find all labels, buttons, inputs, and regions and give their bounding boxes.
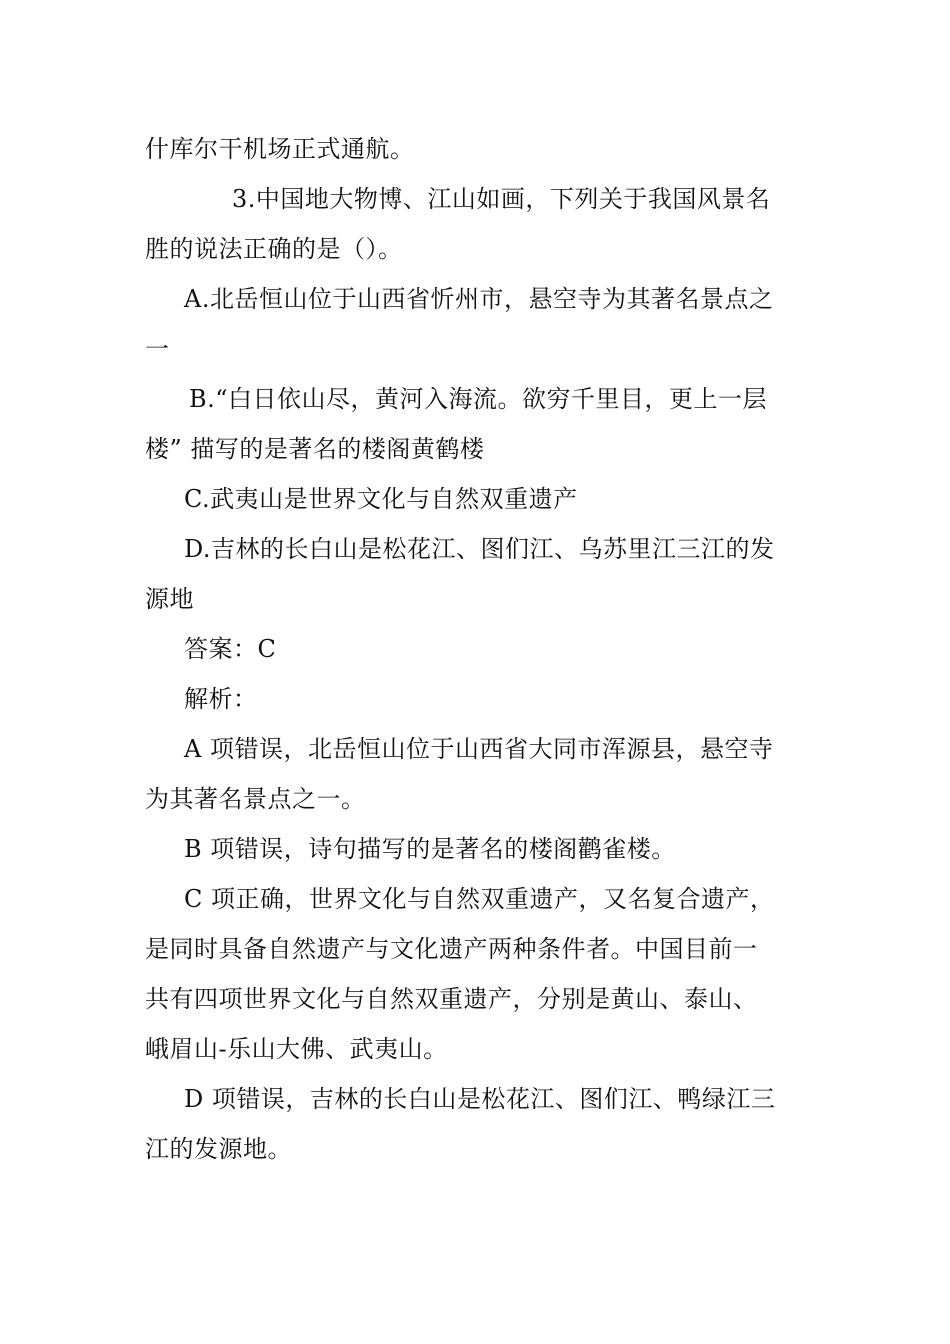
analysis-c-line-2: 是同时具备自然遗产与文化遗产两种条件者。中国目前一 <box>145 935 758 963</box>
analysis-d-line-1: D 项错误，吉林的长白山是松花江、图们江、鸭绿江三 <box>184 1085 776 1113</box>
option-d-line-1: D.吉林的长白山是松花江、图们江、乌苏里江三江的发 <box>184 535 775 563</box>
option-b-line-2: 楼” 描写的是著名的楼阁黄鹤楼 <box>145 435 485 463</box>
option-d-line-2: 源地 <box>145 585 194 613</box>
question-stem-line-1: 3.中国地大物博、江山如画，下列关于我国风景名 <box>232 185 771 213</box>
analysis-b: B 项错误，诗句描写的是著名的楼阁鹳雀楼。 <box>184 835 676 863</box>
analysis-a-line-1: A 项错误，北岳恒山位于山西省大同市浑源县，悬空寺 <box>184 735 774 763</box>
option-a-line-2: 一 <box>145 335 170 363</box>
analysis-c-line-1: C 项正确，世界文化与自然双重遗产，又名复合遗产， <box>184 885 775 913</box>
analysis-c-line-3: 共有四项世界文化与自然双重遗产，分别是黄山、泰山、 <box>145 985 758 1013</box>
analysis-a-line-2: 为其著名景点之一。 <box>145 785 366 813</box>
option-c: C.武夷山是世界文化与自然双重遗产 <box>184 485 578 513</box>
option-a-line-1: A.北岳恒山位于山西省忻州市，悬空寺为其著名景点之 <box>184 285 774 313</box>
text-line-previous-answer-end: 什库尔干机场正式通航。 <box>145 135 415 163</box>
analysis-d-line-2: 江的发源地。 <box>145 1135 292 1163</box>
answer: 答案：C <box>184 635 277 663</box>
analysis-c-line-4: 峨眉山-乐山大佛、武夷山。 <box>145 1035 448 1063</box>
option-b-line-1: B.“白日依山尽，黄河入海流。欲穷千里目，更上一层 <box>189 385 768 413</box>
analysis-heading: 解析： <box>184 685 258 713</box>
question-stem-line-2: 胜的说法正确的是（）。 <box>145 235 403 263</box>
